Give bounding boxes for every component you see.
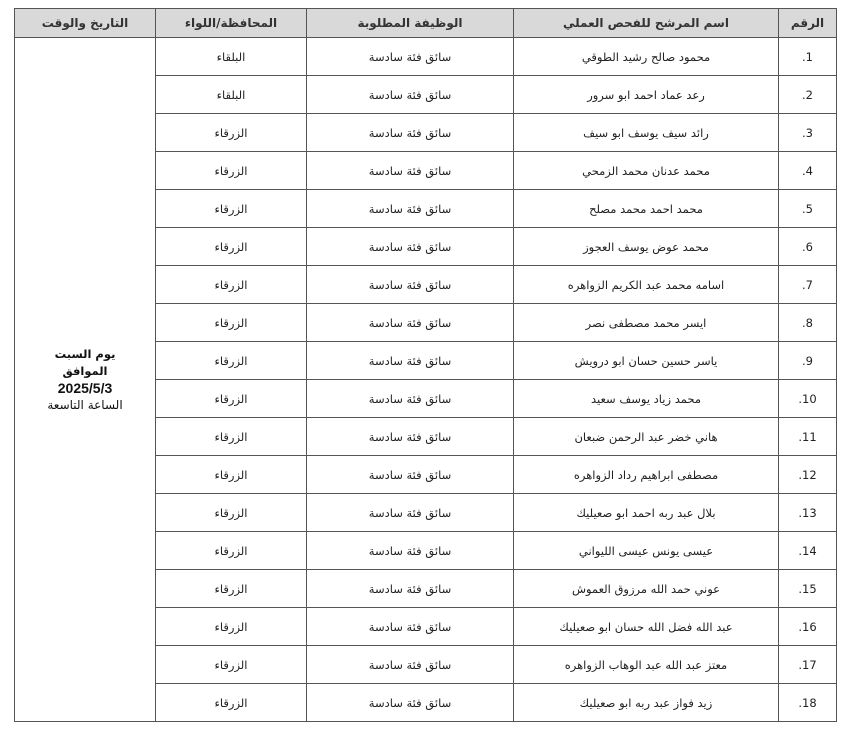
row-number: 16. — [779, 608, 837, 646]
candidate-name: عيسى يونس عيسى الليواني — [514, 532, 779, 570]
candidate-name: زيد فواز عبد ربه ابو صعيليك — [514, 684, 779, 722]
candidate-name: محمد احمد محمد مصلح — [514, 190, 779, 228]
candidate-name: محمد زياد يوسف سعيد — [514, 380, 779, 418]
candidate-name: معتز عبد الله عبد الوهاب الزواهره — [514, 646, 779, 684]
governorate: الزرقاء — [156, 152, 307, 190]
governorate: الزرقاء — [156, 684, 307, 722]
row-number: 9. — [779, 342, 837, 380]
governorate: الزرقاء — [156, 190, 307, 228]
governorate: الزرقاء — [156, 494, 307, 532]
job-title: سائق فئة سادسة — [307, 228, 514, 266]
row-number: 5. — [779, 190, 837, 228]
job-title: سائق فئة سادسة — [307, 190, 514, 228]
candidate-name: عوني حمد الله مرزوق العموش — [514, 570, 779, 608]
row-number: 6. — [779, 228, 837, 266]
governorate: الزرقاء — [156, 646, 307, 684]
row-number: 10. — [779, 380, 837, 418]
governorate: الزرقاء — [156, 342, 307, 380]
governorate: الزرقاء — [156, 304, 307, 342]
governorate: البلقاء — [156, 38, 307, 76]
schedule-date: 2025/5/3 — [57, 379, 113, 396]
candidate-name: عبد الله فضل الله حسان ابو صعيليك — [514, 608, 779, 646]
table-row — [15, 38, 837, 76]
schedule-datetime-cell — [15, 38, 156, 722]
candidate-name: مصطفى ابراهيم رداد الزواهره — [514, 456, 779, 494]
row-number: 2. — [779, 76, 837, 114]
job-title: سائق فئة سادسة — [307, 152, 514, 190]
job-title: سائق فئة سادسة — [307, 456, 514, 494]
header-candidate-name: اسم المرشح للفحص العملي — [514, 9, 779, 38]
job-title: سائق فئة سادسة — [307, 76, 514, 114]
schedule-day: يوم السبت — [54, 346, 116, 361]
job-title: سائق فئة سادسة — [307, 342, 514, 380]
governorate: الزرقاء — [156, 380, 307, 418]
row-number: 4. — [779, 152, 837, 190]
schedule-time: الساعة التاسعة — [47, 397, 123, 412]
row-number: 1. — [779, 38, 837, 76]
candidate-name: هاني خضر عبد الرحمن ضبعان — [514, 418, 779, 456]
row-number: 8. — [779, 304, 837, 342]
candidate-name: محمود صالح رشيد الطوقي — [514, 38, 779, 76]
row-number: 18. — [779, 684, 837, 722]
row-number: 7. — [779, 266, 837, 304]
candidate-name: رعد عماد احمد ابو سرور — [514, 76, 779, 114]
job-title: سائق فئة سادسة — [307, 304, 514, 342]
table-body — [15, 38, 837, 722]
job-title: سائق فئة سادسة — [307, 266, 514, 304]
row-number: 17. — [779, 646, 837, 684]
governorate: الزرقاء — [156, 608, 307, 646]
header-number: الرقم — [779, 9, 837, 38]
row-number: 13. — [779, 494, 837, 532]
job-title: سائق فئة سادسة — [307, 570, 514, 608]
candidate-name: محمد عدنان محمد الزمحي — [514, 152, 779, 190]
job-title: سائق فئة سادسة — [307, 684, 514, 722]
governorate: الزرقاء — [156, 266, 307, 304]
governorate: الزرقاء — [156, 456, 307, 494]
job-title: سائق فئة سادسة — [307, 646, 514, 684]
governorate: البلقاء — [156, 76, 307, 114]
candidate-name: ياسر حسين حسان ابو درويش — [514, 342, 779, 380]
candidates-table — [14, 8, 837, 722]
row-number: 3. — [779, 114, 837, 152]
candidate-name: بلال عبد ربه احمد ابو صعيليك — [514, 494, 779, 532]
job-title: سائق فئة سادسة — [307, 608, 514, 646]
job-title: سائق فئة سادسة — [307, 38, 514, 76]
governorate: الزرقاء — [156, 418, 307, 456]
header-governorate: المحافظة/اللواء — [156, 9, 307, 38]
candidate-name: محمد عوض يوسف العجوز — [514, 228, 779, 266]
governorate: الزرقاء — [156, 228, 307, 266]
row-number: 11. — [779, 418, 837, 456]
candidate-name: رائد سيف يوسف ابو سيف — [514, 114, 779, 152]
row-number: 15. — [779, 570, 837, 608]
job-title: سائق فئة سادسة — [307, 114, 514, 152]
governorate: الزرقاء — [156, 114, 307, 152]
candidate-name: ايسر محمد مصطفى نصر — [514, 304, 779, 342]
candidate-name: اسامه محمد عبد الكريم الزواهره — [514, 266, 779, 304]
row-number: 14. — [779, 532, 837, 570]
job-title: سائق فئة سادسة — [307, 380, 514, 418]
governorate: الزرقاء — [156, 532, 307, 570]
schedule-corresponding: الموافق — [62, 363, 108, 378]
row-number: 12. — [779, 456, 837, 494]
job-title: سائق فئة سادسة — [307, 418, 514, 456]
header-datetime: التاريخ والوقت — [15, 9, 156, 38]
schedule-document — [14, 8, 837, 722]
table-header-row — [15, 9, 837, 38]
header-job: الوظيفة المطلوبة — [307, 9, 514, 38]
job-title: سائق فئة سادسة — [307, 494, 514, 532]
job-title: سائق فئة سادسة — [307, 532, 514, 570]
governorate: الزرقاء — [156, 570, 307, 608]
